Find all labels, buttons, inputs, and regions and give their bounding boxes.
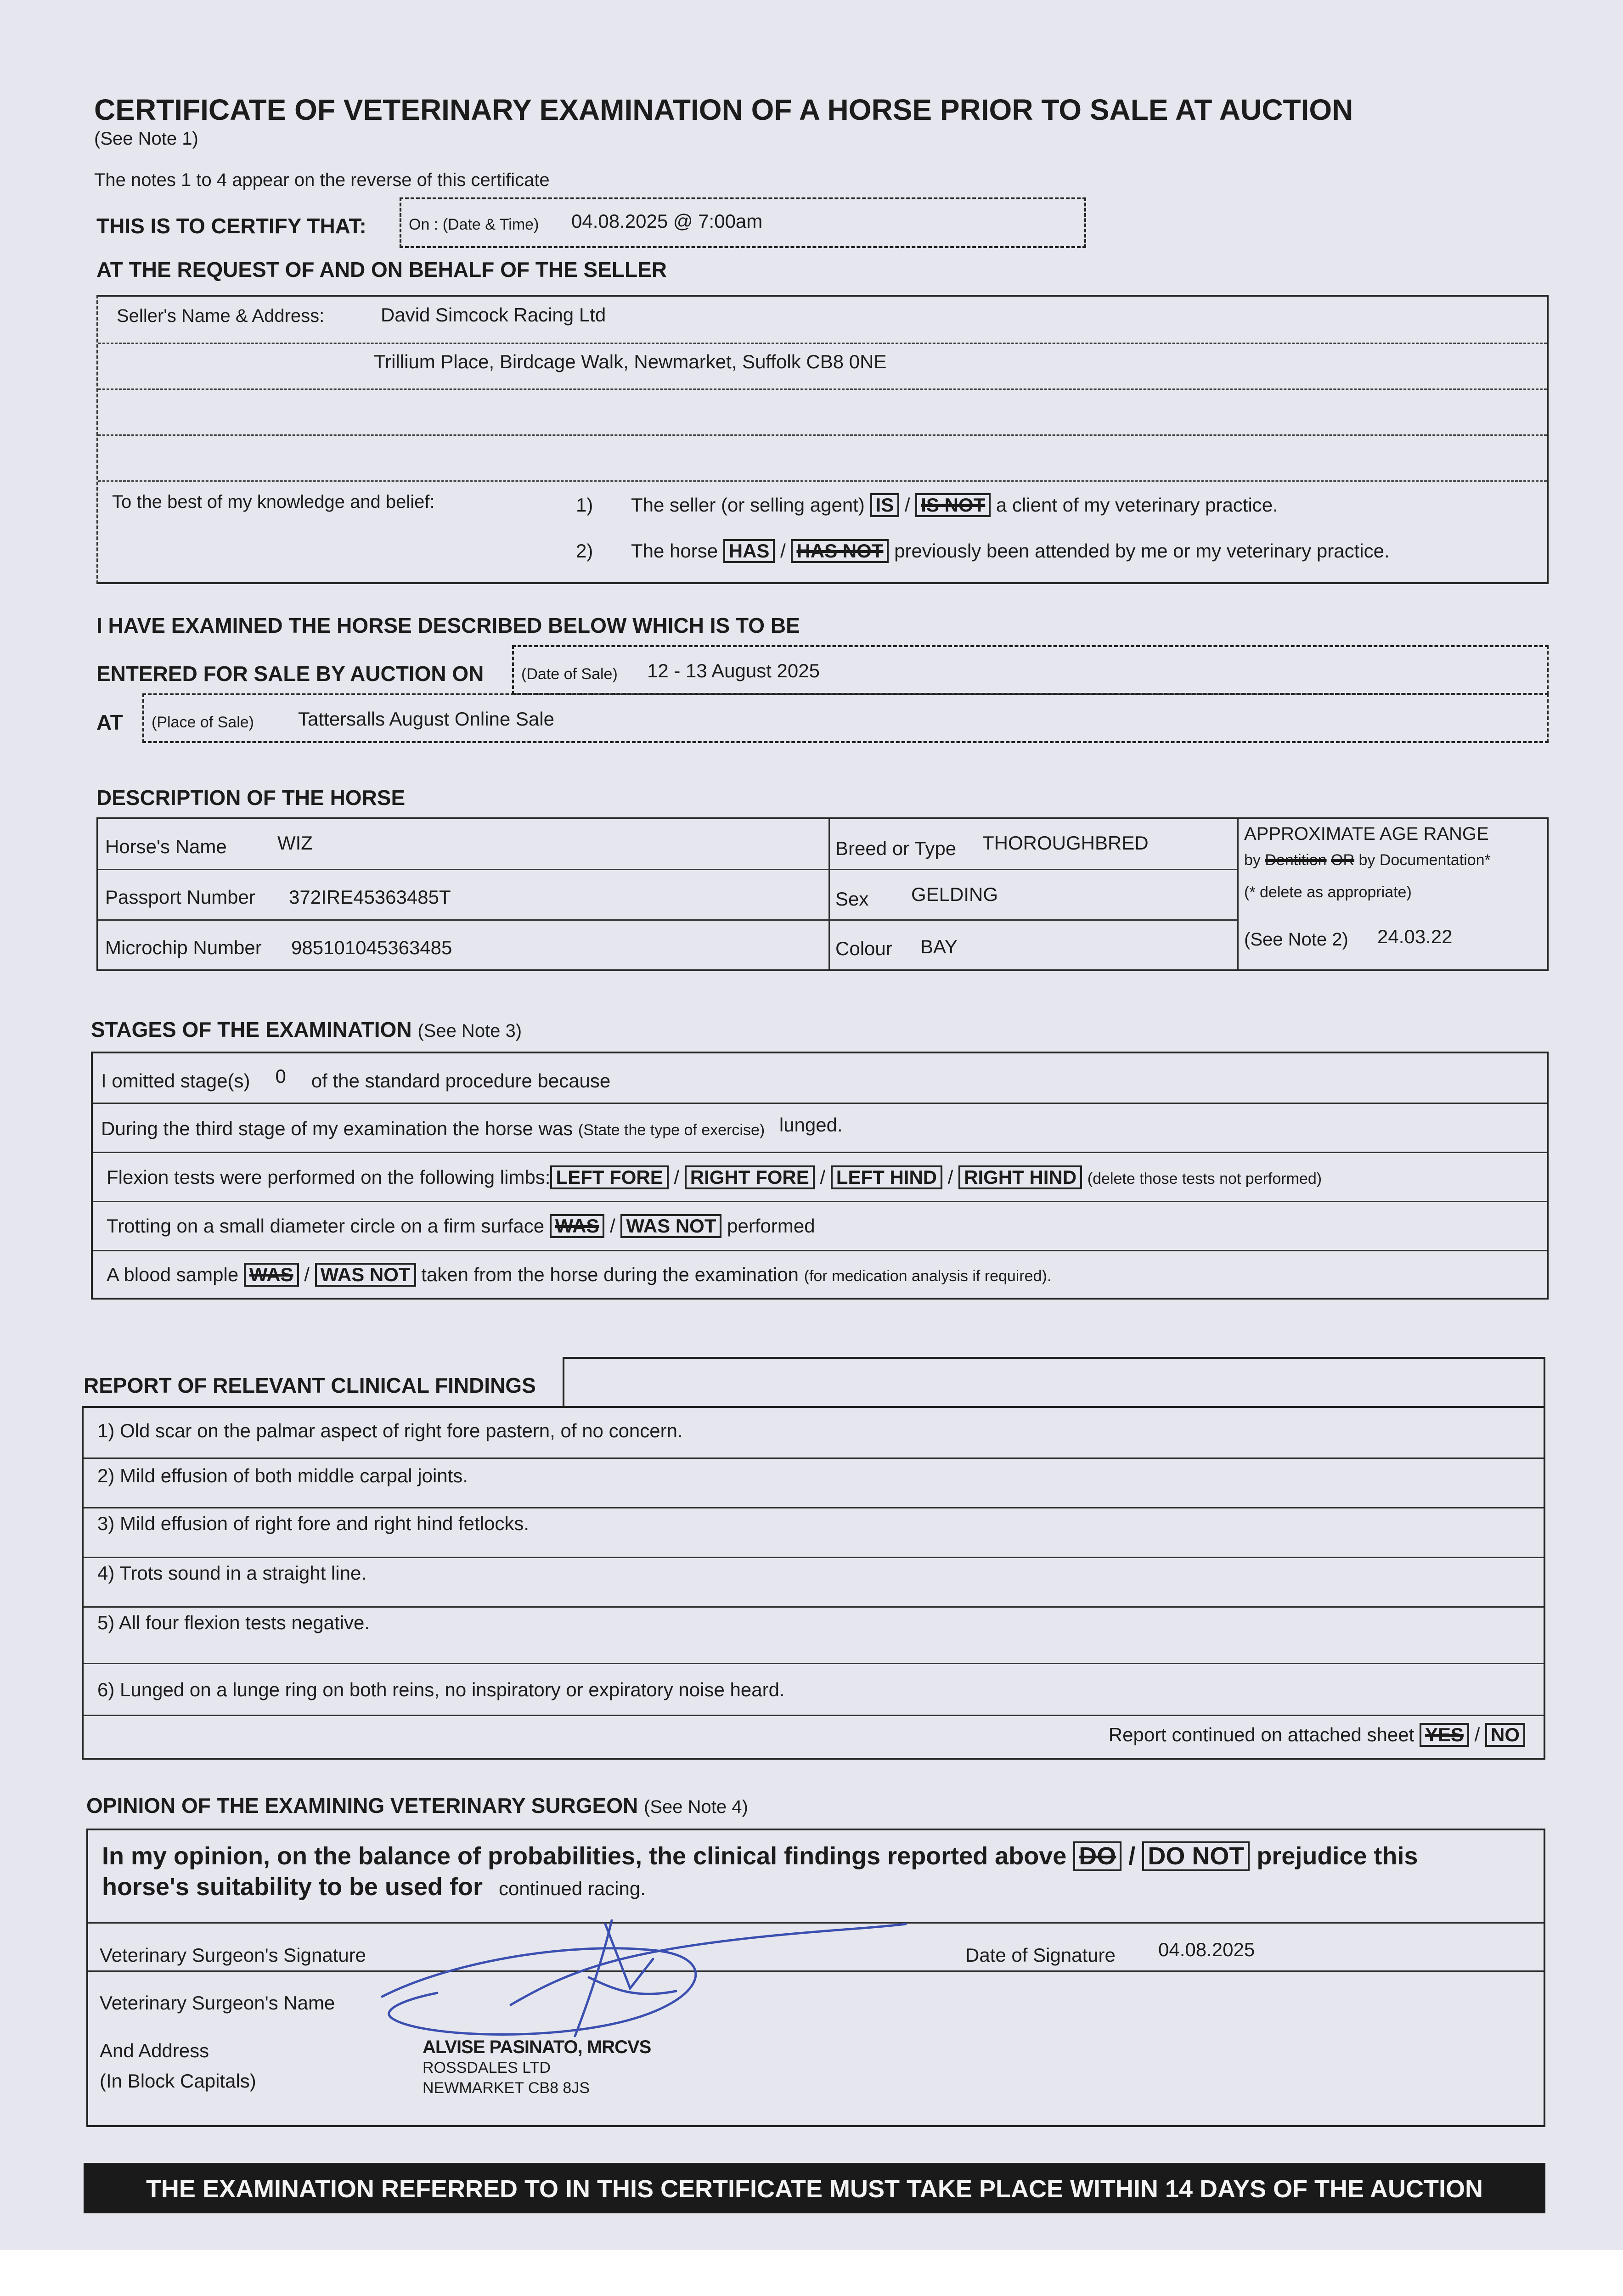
knowledge-label: To the best of my knowledge and belief: — [112, 492, 435, 512]
on-date-label: On : (Date & Time) — [409, 216, 539, 233]
description-table — [96, 817, 1549, 971]
finding-6: 6) Lunged on a lunge ring on both reins, no inspiratory or expiratory noise heard. — [97, 1679, 785, 1700]
knowledge-item-2: 2) The horse HAS / HAS NOT previously been attended by me or my veterinary practice. — [576, 539, 1390, 563]
date-of-signature-label: Date of Signature — [965, 1944, 1116, 1966]
age-see-note-2: (See Note 2) — [1244, 929, 1348, 950]
signature-label: Veterinary Surgeon's Signature — [100, 1944, 366, 1966]
trotting-row: Trotting on a small diameter circle on a firm surface WAS / WAS NOT performed — [107, 1214, 815, 1238]
opinion-box — [86, 1829, 1545, 2127]
opinion-text-line-2: horse's suitability to be used for continued racing. — [102, 1873, 646, 1901]
opinion-heading: OPINION OF THE EXAMINING VETERINARY SURGEON (See Note 4) — [86, 1794, 748, 1818]
finding-3: 3) Mild effusion of right fore and right hind fetlocks. — [97, 1513, 530, 1534]
sale-place-value: Tattersalls August Online Sale — [298, 708, 554, 730]
footer-notice: THE EXAMINATION REFERRED TO IN THIS CERTIFICATE MUST TAKE PLACE WITHIN 14 DAYS OF THE AUCTION — [146, 2175, 1483, 2203]
examined-line-1: I HAVE EXAMINED THE HORSE DESCRIBED BELOW WHICH IS TO BE — [96, 613, 800, 637]
option-has: HAS — [723, 539, 775, 563]
description-heading: DESCRIPTION OF THE HORSE — [96, 786, 406, 810]
stamp-line-1: ALVISE PASINATO, MRCVS — [423, 2037, 651, 2057]
on-date-value: 04.08.2025 @ 7:00am — [571, 210, 763, 232]
trot-was-struck: WAS — [550, 1214, 605, 1238]
stamp-line-3: NEWMARKET CB8 8JS — [423, 2079, 590, 2097]
finding-5: 5) All four flexion tests negative. — [97, 1612, 370, 1633]
microchip-value: 985101045363485 — [291, 937, 452, 958]
surgeon-name-label: Veterinary Surgeon's Name — [100, 1992, 335, 2014]
stamp-line-2: ROSSDALES LTD — [423, 2059, 551, 2077]
sex-value: GELDING — [911, 884, 998, 905]
report-continued: Report continued on attached sheet YES / NO — [1109, 1723, 1525, 1747]
address-label-2: (In Block Capitals) — [100, 2070, 256, 2092]
trot-was-not: WAS NOT — [620, 1214, 721, 1238]
passport-label: Passport Number — [105, 886, 255, 908]
footer-bar — [84, 2163, 1545, 2213]
report-heading-box — [563, 1357, 1545, 1407]
signature-image — [373, 1890, 915, 2046]
page-title: CERTIFICATE OF VETERINARY EXAMINATION OF A HORSE PRIOR TO SALE AT AUCTION — [94, 93, 1353, 126]
finding-4: 4) Trots sound in a straight line. — [97, 1562, 366, 1584]
option-has-not-struck: HAS NOT — [791, 539, 889, 563]
seller-box — [96, 295, 1549, 584]
address-label-1: And Address — [100, 2040, 209, 2061]
opinion-do-struck: DO — [1073, 1841, 1121, 1871]
sale-date-label: (Date of Sale) — [521, 665, 618, 683]
blood-was-struck: WAS — [244, 1263, 299, 1287]
age-delete-note: (* delete as appropriate) — [1244, 884, 1412, 901]
flexion-right-hind: RIGHT HIND — [958, 1165, 1082, 1189]
sale-place-label: (Place of Sale) — [152, 714, 254, 731]
option-is: IS — [870, 493, 900, 517]
flexion-row: Flexion tests were performed on the following limbs: LEFT FORE / RIGHT FORE / LEFT HIND / RIGHT HIND (delete those tests not performed) — [107, 1165, 1322, 1189]
microchip-label: Microchip Number — [105, 937, 262, 958]
certify-label: THIS IS TO CERTIFY THAT: — [96, 214, 366, 238]
notes-line: The notes 1 to 4 appear on the reverse of this certificate — [94, 170, 550, 190]
opinion-do-not: DO NOT — [1142, 1841, 1250, 1871]
request-heading: AT THE REQUEST OF AND ON BEHALF OF THE SELLER — [96, 258, 667, 281]
horse-name-label: Horse's Name — [105, 836, 227, 857]
at-label: AT — [96, 710, 123, 734]
sale-date-box — [512, 645, 1549, 695]
date-of-signature-value: 04.08.2025 — [1158, 1939, 1255, 1960]
passport-value: 372IRE45363485T — [289, 886, 451, 908]
seller-address: Trillium Place, Birdcage Walk, Newmarket, Suffolk CB8 0NE — [374, 351, 887, 372]
finding-2: 2) Mild effusion of both middle carpal joints. — [97, 1465, 468, 1486]
age-range-label: APPROXIMATE AGE RANGE — [1244, 824, 1489, 844]
opinion-text-line-1: In my opinion, on the balance of probabilities, the clinical findings reported above DO / DO NOT prejudice this — [102, 1841, 1418, 1871]
flexion-right-fore: RIGHT FORE — [685, 1165, 815, 1189]
certify-date-box — [400, 197, 1086, 248]
see-note-1: (See Note 1) — [94, 129, 198, 149]
omitted-row: I omitted stage(s) 0 of the standard procedure because — [101, 1065, 611, 1092]
seller-name: David Simcock Racing Ltd — [381, 304, 606, 326]
seller-label: Seller's Name & Address: — [117, 306, 325, 326]
continued-no: NO — [1485, 1723, 1525, 1747]
blood-row: A blood sample WAS / WAS NOT taken from the horse during the examination (for medication analysis if required). — [107, 1263, 1051, 1287]
colour-label: Colour — [835, 938, 892, 959]
sex-label: Sex — [835, 888, 869, 910]
option-is-not-struck: IS NOT — [915, 493, 991, 517]
report-table — [82, 1406, 1545, 1760]
breed-label: Breed or Type — [835, 838, 957, 859]
horse-name-value: WIZ — [277, 832, 313, 854]
age-value: 24.03.22 — [1377, 926, 1453, 947]
finding-1: 1) Old scar on the palmar aspect of right fore pastern, of no concern. — [97, 1420, 683, 1441]
sale-place-box — [142, 693, 1549, 743]
knowledge-item-1: 1) The seller (or selling agent) IS / IS NOT a client of my veterinary practice. — [576, 493, 1278, 517]
stages-heading: STAGES OF THE EXAMINATION (See Note 3) — [91, 1018, 522, 1041]
flexion-left-hind: LEFT HIND — [831, 1165, 942, 1189]
report-heading: REPORT OF RELEVANT CLINICAL FINDINGS — [84, 1373, 536, 1397]
sale-date-value: 12 - 13 August 2025 — [647, 660, 820, 681]
third-stage-row: During the third stage of my examination the horse was (State the type of exercise) lunged. — [101, 1114, 843, 1139]
colour-value: BAY — [920, 936, 958, 957]
blood-was-not: WAS NOT — [315, 1263, 416, 1287]
flexion-left-fore: LEFT FORE — [550, 1165, 668, 1189]
continued-yes-struck: YES — [1420, 1723, 1469, 1747]
stages-table — [91, 1052, 1549, 1300]
breed-value: THOROUGHBRED — [982, 832, 1149, 854]
age-method: by Dentition OR by Documentation* — [1244, 851, 1491, 869]
examined-line-2: ENTERED FOR SALE BY AUCTION ON — [96, 662, 484, 686]
